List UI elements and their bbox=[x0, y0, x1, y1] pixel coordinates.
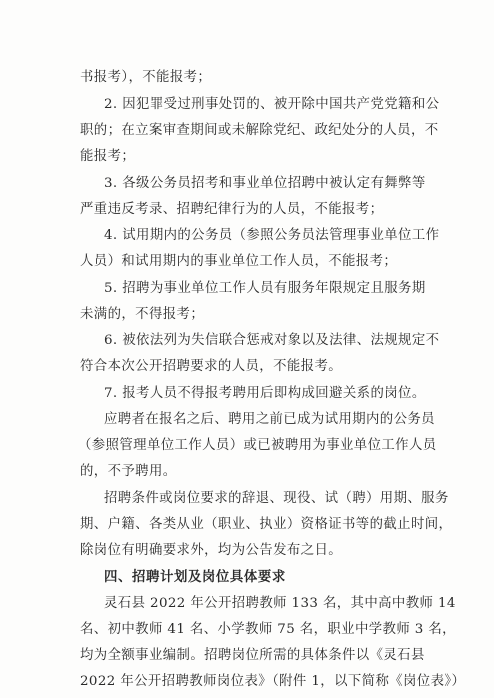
body-line: 4. 试用期内的公务员（参照公务员法管理事业单位工作 bbox=[104, 228, 440, 243]
body-line: 招聘条件或岗位要求的辞退、现役、试（聘）用期、服务 bbox=[104, 491, 449, 506]
body-line: 符合本次公开招聘要求的人员，不能报考。 bbox=[80, 359, 343, 374]
body-line: 职的；在立案审查期间或未解除党纪、政纪处分的人员，不 bbox=[80, 123, 439, 138]
body-line: 严重违反考录、招聘纪律行为的人员，不能报考； bbox=[80, 202, 384, 217]
body-line: 6. 被依法列为失信联合惩戒对象以及法律、法规规定不 bbox=[104, 333, 440, 348]
body-line: 未满的，不得报考； bbox=[80, 307, 205, 322]
body-line: 期、户籍、各类从业（职业、执业）资格证书等的截止时间， bbox=[80, 517, 453, 532]
body-line: 均为全额事业编制。招聘岗位所需的具体条件以《灵石县 bbox=[80, 648, 425, 663]
body-line: 3. 各级公务员招考和事业单位招聘中被认定有舞弊等 bbox=[104, 176, 426, 191]
body-line: 应聘者在报名之后、聘用之前已成为试用期内的公务员 bbox=[104, 412, 435, 427]
body-line: 2. 因犯罪受过刑事处罚的、被开除中国共产党党籍和公 bbox=[104, 97, 440, 112]
body-line: 灵石县 2022 年公开招聘教师 133 名，其中高中教师 14 bbox=[104, 596, 456, 611]
body-line: 的，不予聘用。 bbox=[80, 464, 177, 479]
body-line: 人员）和试用期内的事业单位工作人员，不能报考； bbox=[80, 254, 398, 269]
body-line: 5. 招聘为事业单位工作人员有服务年限规定且服务期 bbox=[104, 281, 426, 296]
body-line: 除岗位有明确要求外，均为公告发布之日。 bbox=[80, 543, 343, 558]
body-line: 能报考； bbox=[80, 149, 136, 164]
body-line: （参照管理单位工作人员）或已被聘用为事业单位工作人员 bbox=[78, 438, 437, 453]
section-heading: 四、招聘计划及岗位具体要求 bbox=[104, 570, 286, 585]
body-line: 2022 年公开招聘教师岗位表》（附件 1，以下简称《岗位表》） bbox=[80, 674, 466, 689]
body-line: 7. 报考人员不得报考聘用后即构成回避关系的岗位。 bbox=[104, 386, 426, 401]
body-line: 名、初中教师 41 名、小学教师 75 名，职业中学教师 3 名， bbox=[80, 622, 456, 637]
body-line: 书报考），不能报考； bbox=[80, 70, 212, 85]
